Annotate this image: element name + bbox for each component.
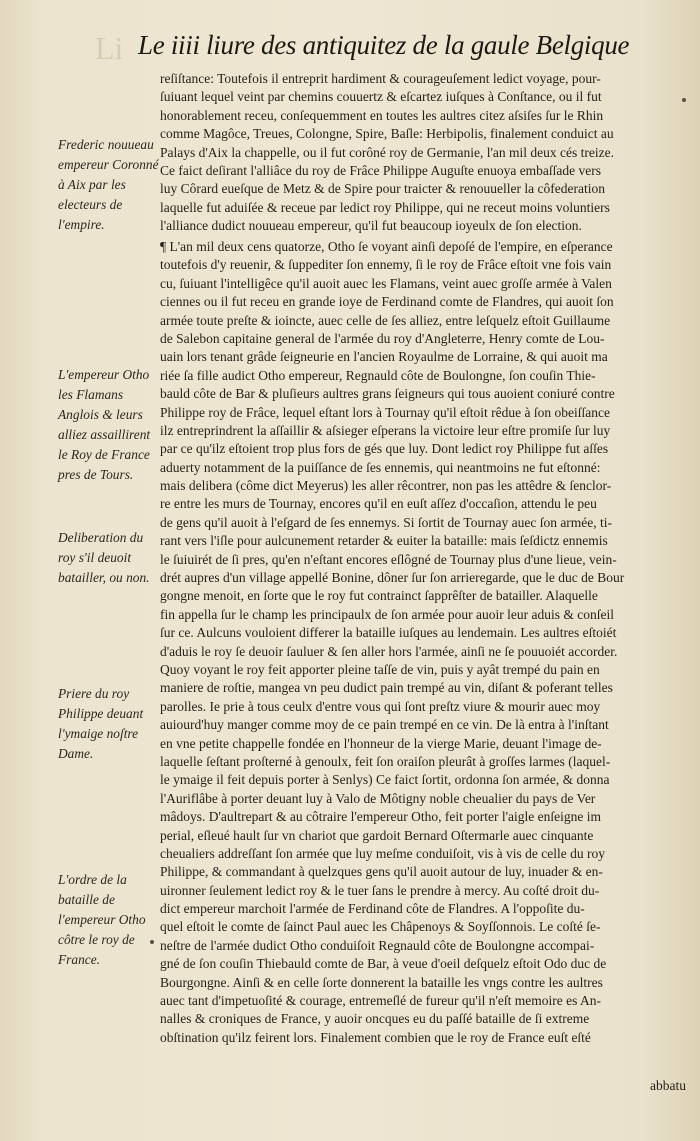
- text-line: neſtre de l'armée dudict Otho conduiſoit Regnauld côte de Boulongne accompai-: [160, 937, 595, 953]
- text-line: quel eſtoit le comte de ſainct Paul auec les Châpenoys & Soyſſonnois. Le coſté ſe-: [160, 919, 601, 935]
- text-line: en vne petite chappelle fondée en l'honneur de la vierge Marie, deuant l'image de-: [160, 735, 602, 751]
- text-line: maniere de roſtie, mangea vn peu dudict pain trempé au vin, diſant & poferant telles: [160, 680, 613, 696]
- text-line: comme Magôce, Treues, Colongne, Spire, Baſle: Herbipolis, finalement conduict au: [160, 126, 614, 142]
- margin-note-ordre-bataille: L'ordre de la bataille de l'empereur Otho côtre le roy de France.: [58, 872, 146, 967]
- text-line: dict empereur marchoit l'armée de Ferdinand côte de Flandres. A l'oppoſite du-: [160, 901, 585, 917]
- running-head: Le iiii liure des antiquitez de la gaule Belgique: [138, 30, 630, 60]
- margin-note-frederic: Frederic nouueau empereur Coronné à Aix par les electeurs de l'empire.: [58, 137, 159, 232]
- catchword: abbatu: [650, 1078, 686, 1093]
- text-line: mais delibera (côme dict Meyerus) les aller rêcontrer, non pas les attêdre & ſenclor-: [160, 478, 612, 494]
- text-line: laquelle ſeſtant proſterné à genoulx, feit ſon oraiſon pleurât à groſſes larmes (laquel-: [160, 753, 611, 769]
- text-line: ¶ L'an mil deux cens quatorze, Otho ſe voyant ainſi depoſé de l'empire, en eſperance: [160, 239, 613, 254]
- text-line: l'alliance dudict nouueau empereur, qu'il fut beaucoup ioyeulx de ſon election.: [160, 218, 582, 234]
- text-line: mâdoys. D'aultrepart & au côtraire l'empereur Otho, feit porter l'aigle enſeigne im: [160, 809, 602, 825]
- text-line: auiourd'huy manger comme moy de ce pain trempé en ce vin. De là entra à l'inſtant: [160, 717, 609, 733]
- text-line: uironner ſeulement ledict roy & le tuer ſans le prendre à mercy. Au coſté droit du-: [160, 882, 600, 898]
- text-line: gongne menoit, en ſorte que le roy fut contrainct ſapprêſter de batailler. Alaquelle: [160, 588, 598, 604]
- text-line: gné de ſon couſin Thiebauld comte de Bar, à veue d'oeil deſquelz eſtoit Odo duc de: [160, 956, 607, 972]
- paragraph-election: [160, 70, 695, 236]
- text-line: obſtination qu'ilz feirent lors. Finalement combien que le roy de France euſt eſté: [160, 1029, 591, 1045]
- text-line: par ce qu'ilz eſtoient trop plus fors de gés que luy. Dont ledict roy Philippe fut aſſes: [160, 441, 609, 457]
- text-line: Palays d'Aix la chappelle, ou il fut corôné roy de Germanie, l'an mil deux cés treize.: [160, 144, 614, 160]
- text-line: toutefois d'y reuenir, & ſuppediter ſon ennemy, ſi le roy de Frâce eſtoit vne fois vain: [160, 257, 612, 273]
- text-line: Ce faict deſirant l'alliâce du roy de Frâce Philippe Auguſte enuoya embaſſade vers: [160, 162, 602, 178]
- text-line: honorablement receu, conſequemment en toutes les aultres citez aſsiſes ſur le Rhin: [160, 107, 604, 123]
- ink-speck: [150, 940, 154, 944]
- text-line: fin appella ſur le champ les principaulx de ſon armée pour auoir leur aduis & conſeil: [160, 606, 614, 622]
- text-line: de Salebon capitaine general de l'armée du roy d'Angleterre, Henry comte de Lou-: [160, 330, 605, 346]
- bleed-through-text: Li: [95, 30, 124, 66]
- text-line: luy Côrard eueſque de Metz & de Spire pour traicter & renouueller la côfederation: [160, 181, 605, 197]
- margin-note-otho-flamans: L'empereur Otho les Flamans Anglois & leurs alliez assaillirent le Roy de France pres de Tours.: [58, 367, 151, 482]
- text-line: cu, ſuiuant l'intelligêce qu'il auoit auec les Flamans, veint auec groſſe armée à Valen: [160, 275, 612, 291]
- text-line: nalles & croniques de France, y auoir oncques eu du paſſé bataille de ſi extreme: [160, 1011, 590, 1027]
- text-line: Philippe roy de Frâce, lequel eſtant lors à Tournay qu'il eſtoit rêdue à ſon obeiſſance: [160, 404, 610, 420]
- text-line: perial, eſleué hault ſur vn chariot que gardoit Bernard Oſtermarle auec cinquante: [160, 827, 594, 843]
- text-line: Quoy voyant le roy feit apporter pleine taſſe de vin, puis y ayât trempé du pain en: [160, 661, 600, 677]
- text-line: de gens qu'il auoit à l'eſgard de ſes ennemys. Si ſortit de Tournay auec ſon armée, ti-: [160, 514, 613, 530]
- text-line: le ſuiuirét de ſi pres, qu'en n'eſtant encores eſlôgné de Tournay plus d'une lieue, vein-: [160, 551, 617, 567]
- margin-note-priere: Priere du roy Philippe deuant l'ymaige noſtre Dame.: [58, 686, 144, 761]
- text-line: Philippe, & commandant à quelzques gens qu'il auoit autour de luy, inuader & en-: [160, 864, 603, 880]
- text-line: d'aduis le roy ſe deuoir ſauluer & ſen aller hors l'armée, ainſi ne ſe pouuoiét accorder.: [160, 643, 618, 659]
- text-line: drét aupres d'un village appellé Bonine, dôner ſur ſon arrieregarde, que le duc de Bour: [160, 570, 625, 586]
- text-line: uain lors tenant grâde ſeigneurie en l'ancien Royaulme de Lorraine, & qui auoit ma: [160, 349, 608, 365]
- text-line: Bourgongne. Ainſi & en celle ſorte donnerent la bataille les vngs contre les aultres: [160, 974, 603, 990]
- text-line: bauld côte de Bar & pluſieurs aultres grans ſeigneurs qui tous auoient coniuré contre: [160, 386, 615, 402]
- text-line: armée toute preſte & ioincte, auec celle de ſes alliez, entre leſquelz eſtoit Guillaume: [160, 312, 611, 328]
- text-line: cheualiers addreſſant ſon armée que luy meſme conduiſoit, vis à vis de celle du roy: [160, 845, 605, 861]
- margin-note-deliberation: Deliberation du roy s'il deuoit batailler, ou non.: [58, 530, 150, 585]
- text-line: le ymaige il feit depuis porter à Senlys) Ce faict ſortit, ordonna ſon armée, & donna: [160, 772, 610, 788]
- text-line: aduerty notamment de la puiſſance de ſes ennemis, qui neantmoins ne fut eſtonné:: [160, 459, 601, 475]
- text-line: ciennes ou il fut receu en grande ioye de Ferdinand comte de Flandres, qui auoit ſon: [160, 294, 614, 310]
- text-line: ſur ce. Aulcuns vouloient differer la bataille iuſques au lendemain. Les aultres eſtoiét: [160, 625, 617, 641]
- text-line: ſuiuant lequel veint par chemins couuertz & eſcartez iuſques à Conſtance, ou il fut: [160, 89, 602, 105]
- text-line: auec tant d'impetuoſité & courage, entremeſlé de fureur qu'il n'eſt memoire es An-: [160, 993, 602, 1009]
- text-line: re entre les murs de Tournay, encores qu'il en euſt aſſez d'occaſion, attendu le peu: [160, 496, 597, 512]
- text-line: l'Auriflâbe à porter deuant luy à Valo de Môtigny noble cheualier du pays de Ver: [160, 790, 596, 806]
- text-line: rant vers l'iſle pour aulcunement retarder & euiter la bataille: mais ſeſdictz ennemis: [160, 533, 608, 549]
- text-line: ilz entreprindrent la aſſaillir & aſsieger eſperans la victoire leur eſtre promiſe ſur luy: [160, 422, 611, 438]
- text-line: riée ſa fille audict Otho empereur, Regnauld côte de Boulongne, ſon couſin Thie-: [160, 367, 596, 383]
- paragraph-battle: [160, 238, 695, 1047]
- text-line: parolles. Ie prie à tous ceulx d'entre vous qui ſont preſtz viure & mourir auec moy: [160, 698, 601, 714]
- text-line: reſiſtance: Toutefois il entreprit hardiment & courageuſement ledict voyage, pour-: [160, 71, 601, 86]
- ink-speck: [682, 98, 686, 102]
- text-line: laquelle fut aduiſée & receue par ledict roy Philippe, qui ne receut moins voluntiers: [160, 199, 610, 215]
